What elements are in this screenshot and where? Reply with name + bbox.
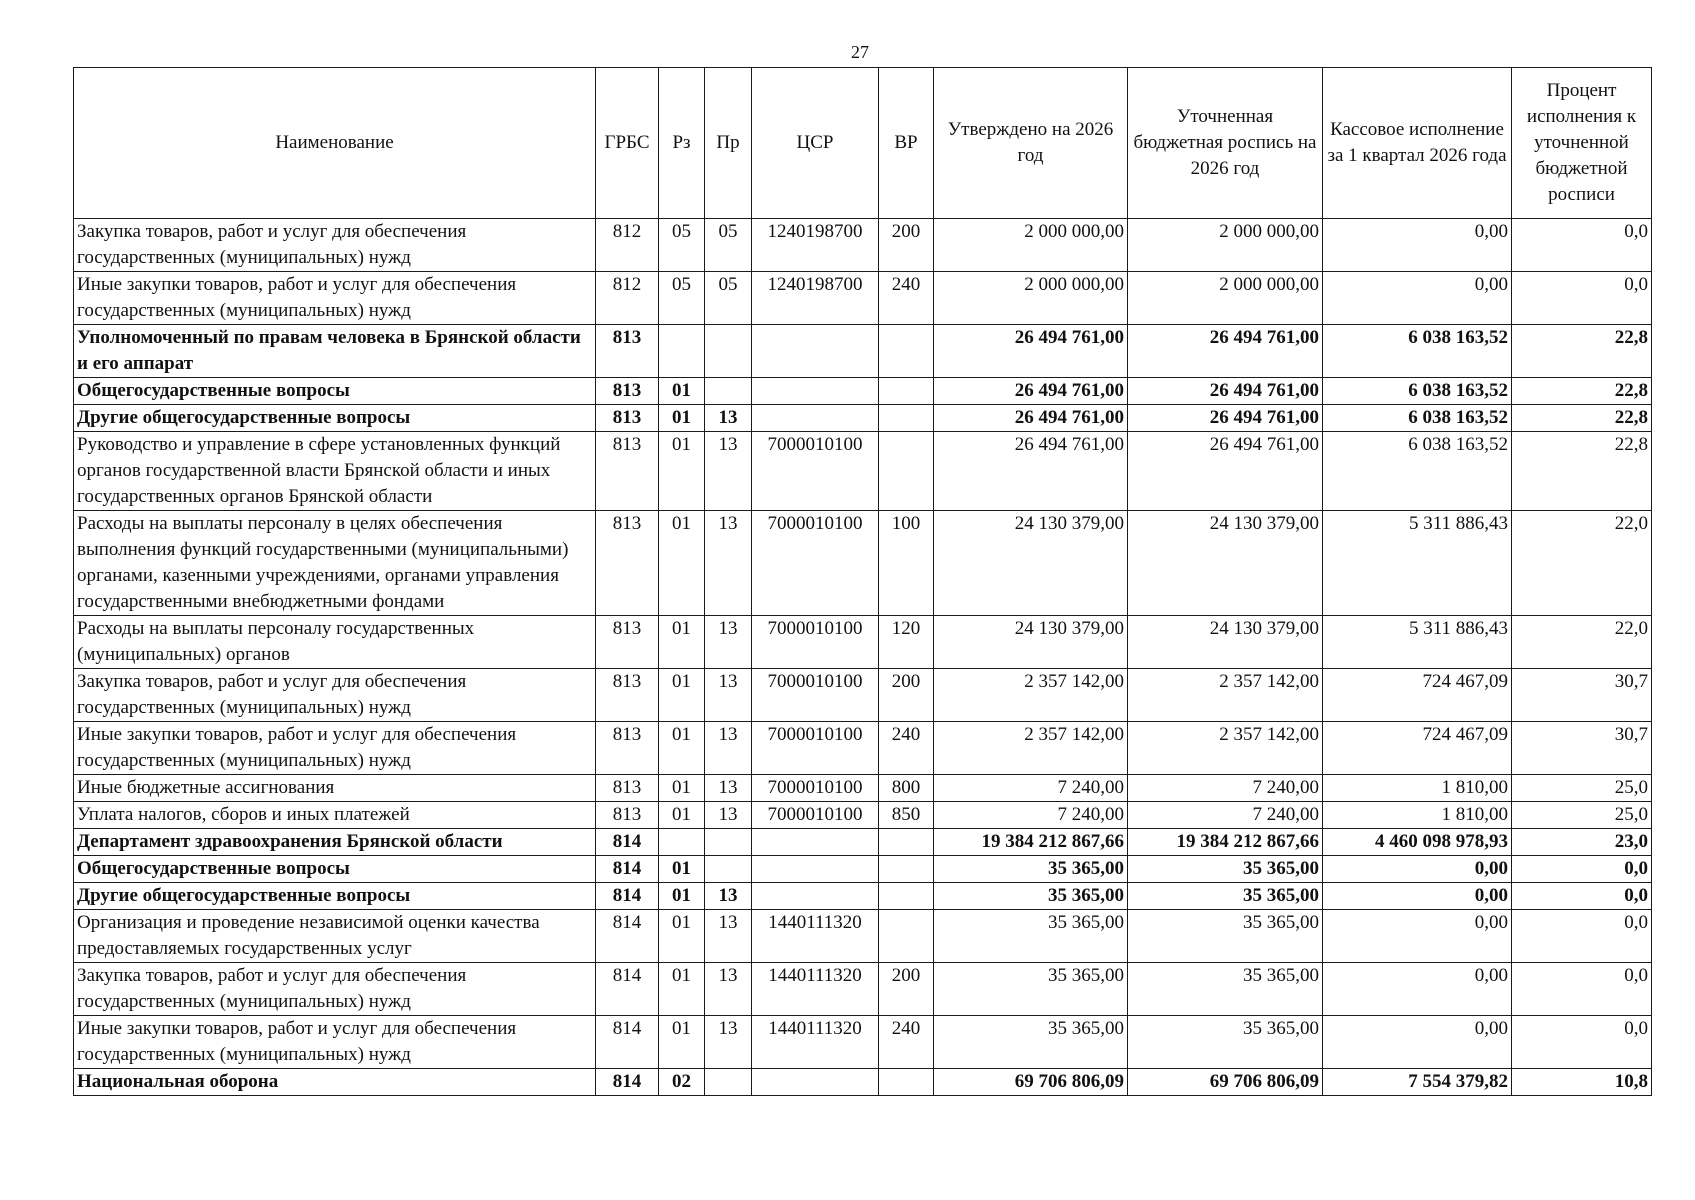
cell-percent: 25,0 (1512, 802, 1652, 829)
cell-rz: 05 (659, 219, 705, 272)
cell-rz: 01 (659, 775, 705, 802)
cell-cash: 6 038 163,52 (1323, 325, 1512, 378)
table-row (74, 775, 1652, 802)
cell-pr (705, 378, 752, 405)
cell-refined: 2 357 142,00 (1128, 722, 1323, 775)
cell-cash: 6 038 163,52 (1323, 378, 1512, 405)
cell-percent: 0,0 (1512, 272, 1652, 325)
cell-percent: 0,0 (1512, 910, 1652, 963)
table-row (74, 856, 1652, 883)
cell-cash: 6 038 163,52 (1323, 432, 1512, 511)
cell-grbs: 813 (596, 405, 659, 432)
cell-refined: 35 365,00 (1128, 883, 1323, 910)
cell-refined: 35 365,00 (1128, 910, 1323, 963)
cell-refined: 7 240,00 (1128, 775, 1323, 802)
cell-rz: 05 (659, 272, 705, 325)
cell-pr: 05 (705, 272, 752, 325)
table-row (74, 1069, 1652, 1096)
cell-grbs: 814 (596, 963, 659, 1016)
cell-pr (705, 829, 752, 856)
cell-percent: 22,8 (1512, 405, 1652, 432)
cell-csr: 1440111320 (752, 910, 879, 963)
cell-vr: 120 (879, 616, 934, 669)
cell-pr: 13 (705, 405, 752, 432)
cell-refined: 2 000 000,00 (1128, 272, 1323, 325)
cell-cash: 0,00 (1323, 883, 1512, 910)
cell-pr: 13 (705, 802, 752, 829)
header-pr: Пр (705, 68, 752, 219)
table-row (74, 883, 1652, 910)
cell-approved: 7 240,00 (934, 775, 1128, 802)
cell-approved: 26 494 761,00 (934, 378, 1128, 405)
cell-refined: 24 130 379,00 (1128, 511, 1323, 616)
cell-grbs: 814 (596, 883, 659, 910)
cell-approved: 35 365,00 (934, 910, 1128, 963)
cell-csr: 1240198700 (752, 219, 879, 272)
cell-cash: 0,00 (1323, 856, 1512, 883)
cell-csr: 7000010100 (752, 802, 879, 829)
cell-pr: 13 (705, 883, 752, 910)
table-row (74, 910, 1652, 963)
cell-refined: 35 365,00 (1128, 856, 1323, 883)
cell-approved: 35 365,00 (934, 856, 1128, 883)
cell-percent: 22,0 (1512, 511, 1652, 616)
cell-vr (879, 856, 934, 883)
cell-name: Закупка товаров, работ и услуг для обеспечения государственных (муниципальных) нужд (74, 219, 596, 272)
cell-refined: 24 130 379,00 (1128, 616, 1323, 669)
cell-rz (659, 325, 705, 378)
cell-vr (879, 405, 934, 432)
header-rz: Рз (659, 68, 705, 219)
cell-percent: 30,7 (1512, 669, 1652, 722)
cell-vr: 200 (879, 219, 934, 272)
cell-csr: 1240198700 (752, 272, 879, 325)
cell-refined: 26 494 761,00 (1128, 325, 1323, 378)
cell-cash: 724 467,09 (1323, 722, 1512, 775)
cell-name: Иные закупки товаров, работ и услуг для обеспечения государственных (муниципальных) нужд (74, 272, 596, 325)
cell-grbs: 813 (596, 775, 659, 802)
cell-cash: 0,00 (1323, 910, 1512, 963)
cell-pr: 13 (705, 910, 752, 963)
cell-cash: 6 038 163,52 (1323, 405, 1512, 432)
cell-approved: 24 130 379,00 (934, 511, 1128, 616)
cell-grbs: 814 (596, 910, 659, 963)
cell-vr: 240 (879, 1016, 934, 1069)
cell-cash: 0,00 (1323, 1016, 1512, 1069)
cell-csr: 1440111320 (752, 963, 879, 1016)
cell-vr: 200 (879, 669, 934, 722)
cell-vr (879, 325, 934, 378)
cell-vr: 850 (879, 802, 934, 829)
cell-pr (705, 856, 752, 883)
cell-cash: 1 810,00 (1323, 775, 1512, 802)
cell-name: Общегосударственные вопросы (74, 378, 596, 405)
cell-csr: 7000010100 (752, 669, 879, 722)
cell-name: Уполномоченный по правам человека в Брянской области и его аппарат (74, 325, 596, 378)
cell-approved: 26 494 761,00 (934, 432, 1128, 511)
cell-percent: 22,8 (1512, 432, 1652, 511)
table-body (74, 219, 1652, 1096)
cell-approved: 69 706 806,09 (934, 1069, 1128, 1096)
cell-vr: 200 (879, 963, 934, 1016)
table-row (74, 432, 1652, 511)
table-row (74, 378, 1652, 405)
cell-pr: 13 (705, 616, 752, 669)
cell-csr (752, 378, 879, 405)
cell-rz: 01 (659, 722, 705, 775)
cell-grbs: 812 (596, 219, 659, 272)
cell-grbs: 813 (596, 616, 659, 669)
cell-approved: 2 357 142,00 (934, 722, 1128, 775)
cell-approved: 26 494 761,00 (934, 405, 1128, 432)
cell-name: Руководство и управление в сфере установленных функций органов государственной власти Брянской области и иных государственных органов Брянской области (74, 432, 596, 511)
cell-rz: 01 (659, 802, 705, 829)
header-grbs: ГРБС (596, 68, 659, 219)
cell-csr: 7000010100 (752, 722, 879, 775)
cell-rz: 01 (659, 910, 705, 963)
cell-rz: 01 (659, 378, 705, 405)
cell-vr (879, 1069, 934, 1096)
cell-rz: 01 (659, 616, 705, 669)
cell-pr: 13 (705, 963, 752, 1016)
cell-grbs: 814 (596, 1069, 659, 1096)
cell-rz: 01 (659, 963, 705, 1016)
cell-approved: 35 365,00 (934, 1016, 1128, 1069)
cell-name: Общегосударственные вопросы (74, 856, 596, 883)
header-approved: Утверждено на 2026 год (934, 68, 1128, 219)
cell-name: Организация и проведение независимой оценки качества предоставляемых государственных услуг (74, 910, 596, 963)
cell-csr: 7000010100 (752, 511, 879, 616)
cell-rz: 01 (659, 1016, 705, 1069)
cell-refined: 2 000 000,00 (1128, 219, 1323, 272)
cell-csr (752, 883, 879, 910)
cell-approved: 7 240,00 (934, 802, 1128, 829)
table-row (74, 616, 1652, 669)
cell-vr (879, 378, 934, 405)
cell-csr (752, 856, 879, 883)
cell-csr: 7000010100 (752, 432, 879, 511)
cell-grbs: 813 (596, 325, 659, 378)
cell-rz: 01 (659, 856, 705, 883)
table-row (74, 829, 1652, 856)
cell-csr: 7000010100 (752, 616, 879, 669)
cell-rz: 01 (659, 669, 705, 722)
cell-grbs: 813 (596, 378, 659, 405)
cell-csr (752, 1069, 879, 1096)
header-cash: Кассовое исполнение за 1 квартал 2026 года (1323, 68, 1512, 219)
cell-cash: 7 554 379,82 (1323, 1069, 1512, 1096)
cell-pr: 13 (705, 775, 752, 802)
cell-cash: 724 467,09 (1323, 669, 1512, 722)
cell-grbs: 814 (596, 856, 659, 883)
cell-rz: 01 (659, 405, 705, 432)
cell-percent: 0,0 (1512, 883, 1652, 910)
cell-approved: 2 357 142,00 (934, 669, 1128, 722)
cell-cash: 5 311 886,43 (1323, 511, 1512, 616)
cell-vr (879, 432, 934, 511)
page-number: 27 (851, 42, 869, 62)
cell-name: Закупка товаров, работ и услуг для обеспечения государственных (муниципальных) нужд (74, 669, 596, 722)
cell-name: Иные закупки товаров, работ и услуг для обеспечения государственных (муниципальных) нужд (74, 722, 596, 775)
cell-name: Иные закупки товаров, работ и услуг для обеспечения государственных (муниципальных) нужд (74, 1016, 596, 1069)
cell-name: Уплата налогов, сборов и иных платежей (74, 802, 596, 829)
cell-grbs: 813 (596, 722, 659, 775)
cell-refined: 7 240,00 (1128, 802, 1323, 829)
cell-name: Другие общегосударственные вопросы (74, 883, 596, 910)
header-row (74, 68, 1652, 219)
cell-pr (705, 325, 752, 378)
cell-refined: 69 706 806,09 (1128, 1069, 1323, 1096)
header-csr: ЦСР (752, 68, 879, 219)
cell-pr: 05 (705, 219, 752, 272)
table-row (74, 272, 1652, 325)
cell-refined: 26 494 761,00 (1128, 378, 1323, 405)
cell-percent: 0,0 (1512, 963, 1652, 1016)
budget-table (73, 67, 1652, 1096)
cell-name: Иные бюджетные ассигнования (74, 775, 596, 802)
cell-refined: 19 384 212 867,66 (1128, 829, 1323, 856)
cell-pr: 13 (705, 669, 752, 722)
cell-vr (879, 829, 934, 856)
cell-vr: 100 (879, 511, 934, 616)
cell-rz: 01 (659, 511, 705, 616)
header-vr: ВР (879, 68, 934, 219)
cell-approved: 2 000 000,00 (934, 219, 1128, 272)
table-row (74, 963, 1652, 1016)
cell-pr: 13 (705, 511, 752, 616)
cell-rz: 02 (659, 1069, 705, 1096)
cell-grbs: 813 (596, 669, 659, 722)
cell-refined: 26 494 761,00 (1128, 432, 1323, 511)
table-row (74, 325, 1652, 378)
cell-percent: 10,8 (1512, 1069, 1652, 1096)
cell-pr (705, 1069, 752, 1096)
cell-grbs: 812 (596, 272, 659, 325)
cell-percent: 22,8 (1512, 378, 1652, 405)
cell-vr: 240 (879, 272, 934, 325)
cell-grbs: 813 (596, 802, 659, 829)
cell-cash: 1 810,00 (1323, 802, 1512, 829)
cell-cash: 0,00 (1323, 963, 1512, 1016)
cell-cash: 0,00 (1323, 219, 1512, 272)
cell-vr: 800 (879, 775, 934, 802)
cell-csr (752, 405, 879, 432)
cell-csr: 7000010100 (752, 775, 879, 802)
table-row (74, 802, 1652, 829)
header-percent: Процент исполнения к уточненной бюджетной росписи (1512, 68, 1652, 219)
header-refined: Уточненная бюджетная роспись на 2026 год (1128, 68, 1323, 219)
cell-rz: 01 (659, 432, 705, 511)
cell-refined: 35 365,00 (1128, 1016, 1323, 1069)
cell-name: Расходы на выплаты персоналу государственных (муниципальных) органов (74, 616, 596, 669)
cell-cash: 5 311 886,43 (1323, 616, 1512, 669)
cell-csr (752, 325, 879, 378)
cell-percent: 30,7 (1512, 722, 1652, 775)
table-row (74, 1016, 1652, 1069)
cell-approved: 19 384 212 867,66 (934, 829, 1128, 856)
cell-rz (659, 829, 705, 856)
cell-name: Другие общегосударственные вопросы (74, 405, 596, 432)
cell-approved: 26 494 761,00 (934, 325, 1128, 378)
cell-percent: 22,8 (1512, 325, 1652, 378)
table-row (74, 219, 1652, 272)
cell-name: Закупка товаров, работ и услуг для обеспечения государственных (муниципальных) нужд (74, 963, 596, 1016)
cell-csr (752, 829, 879, 856)
cell-csr: 1440111320 (752, 1016, 879, 1069)
cell-vr (879, 883, 934, 910)
table-row (74, 405, 1652, 432)
table-row (74, 511, 1652, 616)
cell-cash: 4 460 098 978,93 (1323, 829, 1512, 856)
cell-rz: 01 (659, 883, 705, 910)
cell-name: Департамент здравоохранения Брянской области (74, 829, 596, 856)
cell-pr: 13 (705, 432, 752, 511)
cell-refined: 35 365,00 (1128, 963, 1323, 1016)
cell-grbs: 813 (596, 432, 659, 511)
cell-vr (879, 910, 934, 963)
header-name: Наименование (74, 68, 596, 219)
cell-pr: 13 (705, 722, 752, 775)
cell-approved: 2 000 000,00 (934, 272, 1128, 325)
cell-grbs: 813 (596, 511, 659, 616)
cell-percent: 22,0 (1512, 616, 1652, 669)
cell-refined: 26 494 761,00 (1128, 405, 1323, 432)
cell-percent: 25,0 (1512, 775, 1652, 802)
cell-grbs: 814 (596, 829, 659, 856)
cell-approved: 35 365,00 (934, 883, 1128, 910)
cell-percent: 0,0 (1512, 1016, 1652, 1069)
table-row (74, 722, 1652, 775)
cell-grbs: 814 (596, 1016, 659, 1069)
cell-approved: 24 130 379,00 (934, 616, 1128, 669)
cell-percent: 0,0 (1512, 219, 1652, 272)
cell-percent: 23,0 (1512, 829, 1652, 856)
cell-refined: 2 357 142,00 (1128, 669, 1323, 722)
cell-pr: 13 (705, 1016, 752, 1069)
cell-percent: 0,0 (1512, 856, 1652, 883)
cell-name: Расходы на выплаты персоналу в целях обеспечения выполнения функций государственными (муниципальными) органами, казенными учреждениями, органами управления государственными внебюджетными фондами (74, 511, 596, 616)
cell-approved: 35 365,00 (934, 963, 1128, 1016)
cell-name: Национальная оборона (74, 1069, 596, 1096)
cell-cash: 0,00 (1323, 272, 1512, 325)
cell-vr: 240 (879, 722, 934, 775)
table-row (74, 669, 1652, 722)
